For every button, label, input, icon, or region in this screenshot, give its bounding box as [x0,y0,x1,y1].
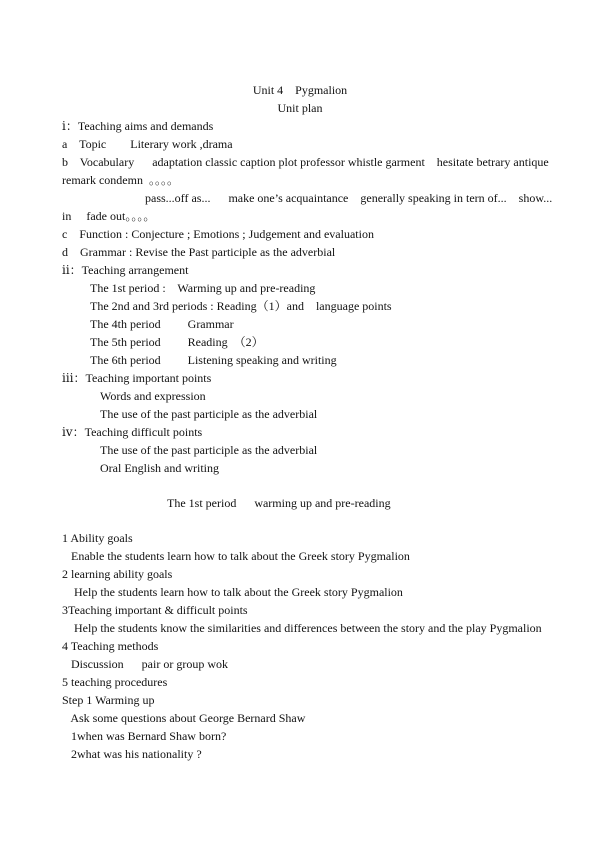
period1-line: 1 Ability goals [62,531,133,545]
difficult-item: The use of the past participle as the adverbial [100,443,318,457]
period1-line: Discussion pair or group wok [62,657,228,671]
aims-topic: a Topic Literary work ,drama [62,137,233,151]
aims-vocabulary-line2: remark condemn 。。。。 [62,173,179,187]
period1-line: 1when was Bernard Shaw born? [62,729,227,743]
aims-function: c Function : Conjecture ; Emotions ; Judgement and evaluation [62,227,374,241]
difficult-heading: ⅳ：Teaching difficult points [62,425,203,439]
period1-title: The 1st period warming up and pre-reading [167,496,391,510]
arrangement-period: The 6th period Listening speaking and writing [90,353,337,367]
period1-line: 4 Teaching methods [62,639,159,653]
arrangement-heading: ⅱ：Teaching arrangement [62,263,189,277]
period1-line: 2 learning ability goals [62,567,173,581]
aims-heading: ⅰ：Teaching aims and demands [62,119,214,133]
period1-line: Ask some questions about George Bernard Shaw [62,711,306,725]
period1-line: Help the students know the similarities and differences between the story and the play Pygmalion [62,621,542,635]
period1-line: 3Teaching important & difficult points [62,603,248,617]
arrangement-period: The 1st period : Warming up and pre-reading [90,281,316,295]
unit-title: Unit 4 Pygmalion [252,83,348,97]
important-item: Words and expression [100,389,206,403]
important-item: The use of the past participle as the adverbial [100,407,318,421]
aims-vocabulary-line4: in fade out。。。。 [62,209,156,223]
period1-line: 2what was his nationality ? [62,747,202,761]
aims-vocabulary-line3: pass...off as... make one’s acquaintance generally speaking in tern of... show... [145,191,553,205]
period1-line: 5 teaching procedures [62,675,168,689]
important-heading: ⅲ：Teaching important points [62,371,212,385]
period1-line: Enable the students learn how to talk about the Greek story Pygmalion [62,549,410,563]
arrangement-period: The 2nd and 3rd periods : Reading（1）and language points [90,299,392,313]
arrangement-period: The 4th period Grammar [90,317,234,331]
aims-vocabulary-line1: b Vocabulary adaptation classic caption plot professor whistle garment hesitate betrary antique [62,155,549,169]
aims-grammar: d Grammar : Revise the Past participle as the adverbial [62,245,336,259]
difficult-item: Oral English and writing [100,461,219,475]
period1-line: Help the students learn how to talk about the Greek story Pygmalion [62,585,403,599]
period1-line: Step 1 Warming up [62,693,155,707]
unit-subtitle: Unit plan [277,101,323,115]
arrangement-period: The 5th period Reading （2） [90,335,264,349]
